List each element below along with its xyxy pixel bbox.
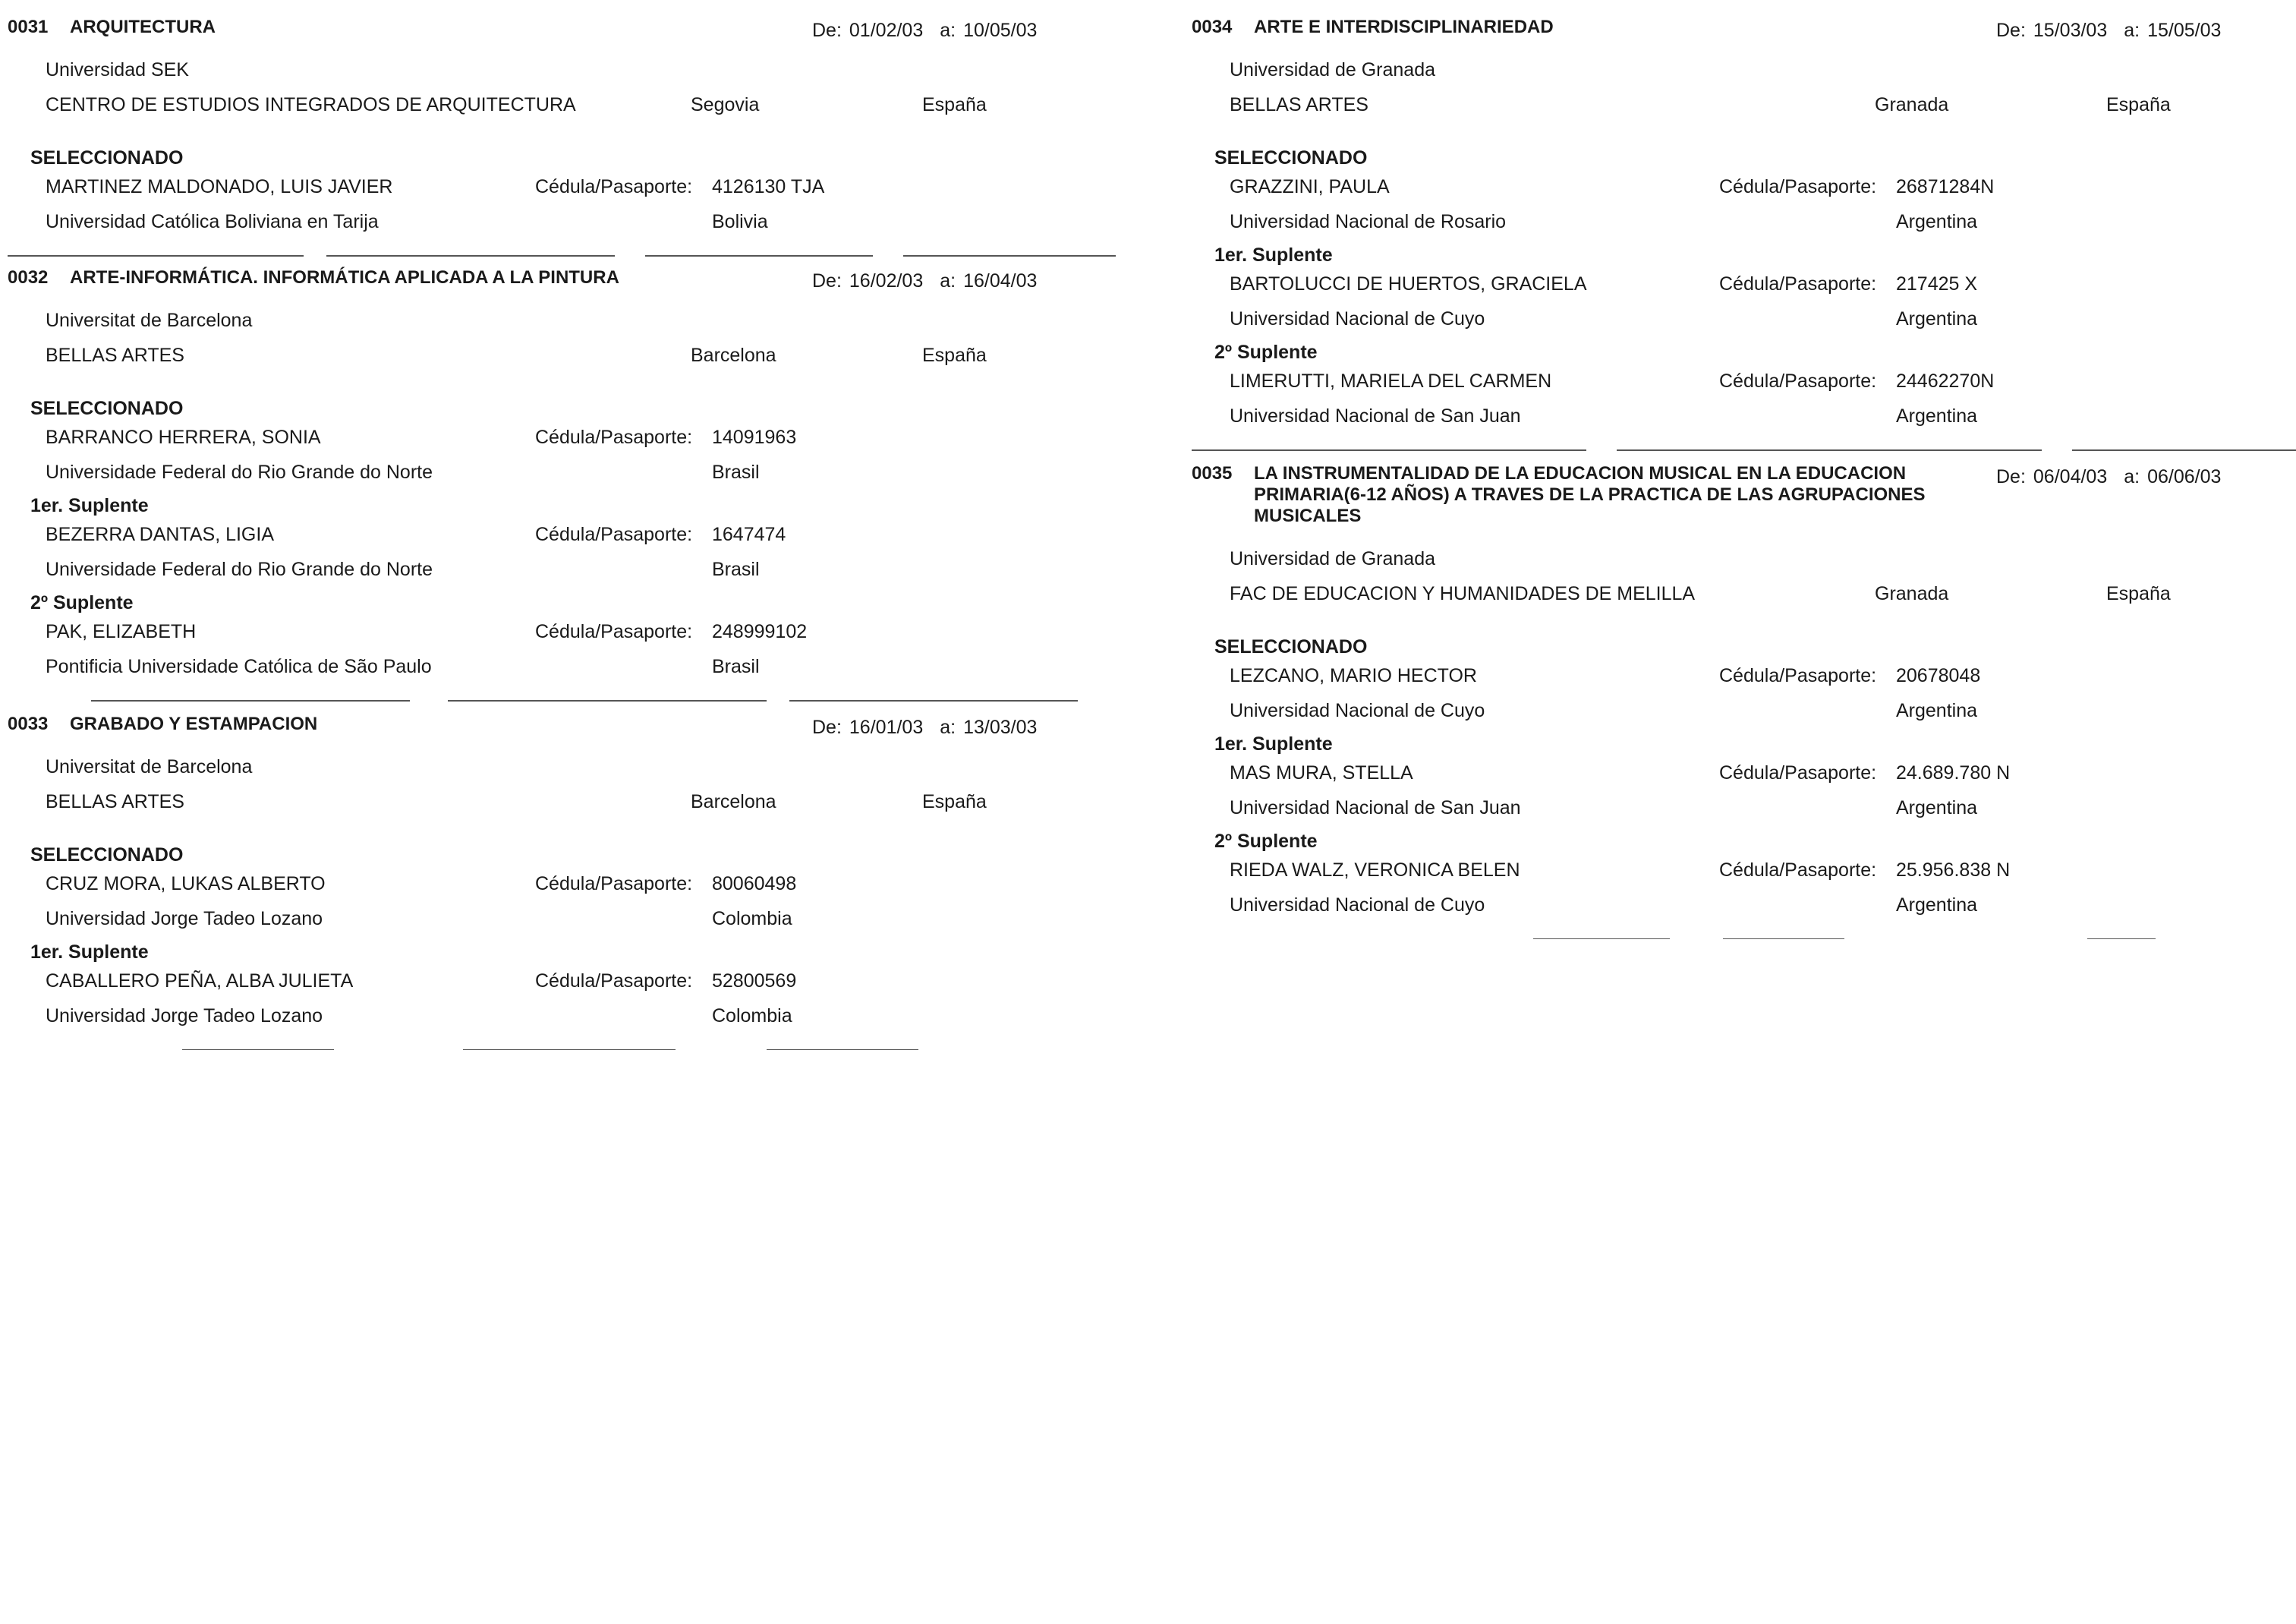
candidate-row (1192, 363, 2296, 398)
program-dates: De: 16/01/03 a: 13/03/03 (812, 717, 1038, 738)
candidate-row (8, 419, 1116, 454)
host-faculty: BELLAS ARTES (1230, 94, 1368, 115)
program-header (1192, 463, 2296, 533)
host-faculty: BELLAS ARTES (46, 791, 184, 812)
program-code: 0031 (8, 17, 49, 37)
program-dates: De: 15/03/03 a: 15/05/03 (1996, 20, 2222, 41)
separator-rule (8, 1046, 1116, 1054)
host-country: España (922, 791, 987, 812)
program-dates: De: 06/04/03 a: 06/06/03 (1996, 466, 2222, 487)
candidate-country: Argentina (1896, 700, 1978, 721)
candidate-university: Universidad Nacional de Cuyo (1230, 308, 1485, 330)
candidate-passport: 217425 X (1896, 273, 1978, 295)
candidate-name: MAS MURA, STELLA (1230, 762, 1413, 784)
candidate-university: Universidad Nacional de San Juan (1230, 797, 1521, 818)
candidate-passport: 26871284N (1896, 176, 1995, 197)
candidate-country: Argentina (1896, 211, 1978, 232)
host-city: Granada (1875, 94, 1949, 115)
candidate-passport: 24462270N (1896, 371, 1995, 392)
candidate-country: Argentina (1896, 797, 1978, 818)
cedula-label: Cédula/Pasaporte: (1719, 762, 1877, 784)
program-title: GRABADO Y ESTAMPACION (70, 714, 318, 734)
candidate-name: BEZERRA DANTAS, LIGIA (46, 524, 275, 545)
program-header (8, 17, 1116, 44)
role-seleccionado: SELECCIONADO (30, 844, 184, 866)
candidate-university: Universidade Federal do Rio Grande do Norte (46, 462, 433, 483)
host-city: Barcelona (691, 791, 776, 812)
program-code: 0032 (8, 267, 49, 288)
role-seleccionado: SELECCIONADO (30, 147, 184, 169)
host-country: España (2106, 583, 2171, 604)
program-title: ARTE-INFORMÁTICA. INFORMÁTICA APLICADA A LA PINTURA (70, 267, 619, 288)
candidate-name: BARTOLUCCI DE HUERTOS, GRACIELA (1230, 273, 1587, 295)
candidate-passport: 248999102 (712, 621, 808, 642)
candidate-row (1192, 266, 2296, 301)
role-seleccionado: SELECCIONADO (1214, 636, 1368, 657)
candidate-name: GRAZZINI, PAULA (1230, 176, 1390, 197)
program-0032 (8, 267, 1116, 683)
date-from: 01/02/03 (849, 20, 924, 41)
role-seleccionado: SELECCIONADO (30, 398, 184, 419)
candidate-row (8, 169, 1116, 203)
candidate-passport: 80060498 (712, 873, 797, 894)
role-suplente-2: 2º Suplente (1214, 831, 1318, 852)
candidate-passport: 14091963 (712, 427, 797, 448)
date-from: 16/01/03 (849, 717, 924, 738)
candidate-university: Universidad Jorge Tadeo Lozano (46, 1005, 323, 1026)
candidate-name: BARRANCO HERRERA, SONIA (46, 427, 321, 448)
candidate-row (1192, 169, 2296, 203)
program-code: 0035 (1192, 463, 1233, 484)
cedula-label: Cédula/Pasaporte: (1719, 176, 1877, 197)
candidate-country: Argentina (1896, 894, 1978, 916)
cedula-label: Cédula/Pasaporte: (535, 621, 693, 642)
candidate-passport: 24.689.780 N (1896, 762, 2011, 784)
left-column (8, 0, 1116, 1054)
candidate-row (1192, 755, 2296, 790)
host-university: Universidad de Granada (1230, 59, 1435, 80)
candidate-country: Brasil (712, 559, 760, 580)
cedula-label: Cédula/Pasaporte: (1719, 859, 1877, 881)
candidate-name: CRUZ MORA, LUKAS ALBERTO (46, 873, 326, 894)
candidate-country: Colombia (712, 908, 792, 929)
date-from: 15/03/03 (2033, 20, 2108, 41)
host-city: Barcelona (691, 345, 776, 366)
date-from: 16/02/03 (849, 270, 924, 292)
program-header (8, 714, 1116, 741)
host-country: España (2106, 94, 2171, 115)
candidate-name: PAK, ELIZABETH (46, 621, 197, 642)
program-header (1192, 17, 2296, 44)
cedula-label: Cédula/Pasaporte: (1719, 273, 1877, 295)
program-dates: De: 01/02/03 a: 10/05/03 (812, 20, 1038, 41)
host-university: Universitat de Barcelona (46, 310, 253, 331)
program-code: 0033 (8, 714, 49, 734)
role-suplente-1: 1er. Suplente (1214, 244, 1333, 266)
separator-rule (8, 252, 1116, 260)
candidate-name: RIEDA WALZ, VERONICA BELEN (1230, 859, 1520, 881)
candidate-country: Argentina (1896, 405, 1978, 427)
host-country: España (922, 94, 987, 115)
candidate-passport: 4126130 TJA (712, 176, 825, 197)
date-to: 15/05/03 (2147, 20, 2222, 41)
cedula-label: Cédula/Pasaporte: (535, 427, 693, 448)
program-dates: De: 16/02/03 a: 16/04/03 (812, 270, 1038, 292)
candidate-university: Universidad Nacional de Cuyo (1230, 700, 1485, 721)
cedula-label: Cédula/Pasaporte: (535, 873, 693, 894)
candidate-name: MARTINEZ MALDONADO, LUIS JAVIER (46, 176, 393, 197)
candidate-name: LIMERUTTI, MARIELA DEL CARMEN (1230, 371, 1552, 392)
program-header (8, 267, 1116, 295)
candidate-passport: 20678048 (1896, 665, 1981, 686)
date-from: 06/04/03 (2033, 466, 2108, 487)
program-title: ARQUITECTURA (70, 17, 216, 37)
host-faculty: CENTRO DE ESTUDIOS INTEGRADOS DE ARQUITECTURA (46, 94, 576, 115)
candidate-university: Universidad Católica Boliviana en Tarija (46, 211, 379, 232)
program-0034 (1192, 17, 2296, 433)
candidate-country: Colombia (712, 1005, 792, 1026)
host-faculty: BELLAS ARTES (46, 345, 184, 366)
program-title: LA INSTRUMENTALIDAD DE LA EDUCACION MUSICAL EN LA EDUCACION PRIMARIA(6-12 AÑOS) A TRAVES DE LA PRACTICA DE LAS AGRUPACIONES MUSICALES (1254, 463, 1926, 526)
cedula-label: Cédula/Pasaporte: (535, 176, 693, 197)
separator-rule (8, 697, 1116, 705)
date-to: 06/06/03 (2147, 466, 2222, 487)
role-suplente-1: 1er. Suplente (30, 941, 149, 963)
candidate-row (8, 516, 1116, 551)
role-suplente-2: 2º Suplente (30, 592, 134, 613)
candidate-country: Brasil (712, 462, 760, 483)
program-0033 (8, 714, 1116, 1033)
cedula-label: Cédula/Pasaporte: (535, 970, 693, 992)
candidate-country: Bolivia (712, 211, 768, 232)
candidate-row (8, 963, 1116, 998)
host-university: Universidad SEK (46, 59, 189, 80)
cedula-label: Cédula/Pasaporte: (1719, 371, 1877, 392)
candidate-university: Universidad Nacional de Cuyo (1230, 894, 1485, 916)
program-code: 0034 (1192, 17, 1233, 37)
candidate-passport: 52800569 (712, 970, 797, 992)
candidate-university: Universidade Federal do Rio Grande do Norte (46, 559, 433, 580)
candidate-row (1192, 657, 2296, 692)
right-column (1192, 0, 2296, 943)
candidate-country: Argentina (1896, 308, 1978, 330)
host-country: España (922, 345, 987, 366)
cedula-label: Cédula/Pasaporte: (535, 524, 693, 545)
date-to: 13/03/03 (963, 717, 1038, 738)
separator-rule (1192, 935, 2296, 943)
candidate-university: Pontificia Universidade Católica de São Paulo (46, 656, 432, 677)
role-seleccionado: SELECCIONADO (1214, 147, 1368, 169)
candidate-university: Universidad Nacional de San Juan (1230, 405, 1521, 427)
program-0031 (8, 17, 1116, 238)
program-0035 (1192, 463, 2296, 922)
host-faculty: FAC DE EDUCACION Y HUMANIDADES DE MELILLA (1230, 583, 1696, 604)
candidate-country: Brasil (712, 656, 760, 677)
date-to: 10/05/03 (963, 20, 1038, 41)
role-suplente-1: 1er. Suplente (1214, 733, 1333, 755)
host-city: Segovia (691, 94, 760, 115)
candidate-row (8, 613, 1116, 648)
host-city: Granada (1875, 583, 1949, 604)
candidate-name: LEZCANO, MARIO HECTOR (1230, 665, 1477, 686)
candidate-university: Universidad Jorge Tadeo Lozano (46, 908, 323, 929)
host-university: Universidad de Granada (1230, 548, 1435, 569)
program-title: ARTE E INTERDISCIPLINARIEDAD (1254, 17, 1554, 37)
candidate-university: Universidad Nacional de Rosario (1230, 211, 1507, 232)
candidate-passport: 1647474 (712, 524, 786, 545)
separator-rule (1192, 446, 2296, 454)
candidate-row (1192, 852, 2296, 887)
role-suplente-2: 2º Suplente (1214, 342, 1318, 363)
cedula-label: Cédula/Pasaporte: (1719, 665, 1877, 686)
host-university: Universitat de Barcelona (46, 756, 253, 777)
candidate-name: CABALLERO PEÑA, ALBA JULIETA (46, 970, 354, 992)
candidate-passport: 25.956.838 N (1896, 859, 2011, 881)
candidate-row (8, 866, 1116, 900)
date-to: 16/04/03 (963, 270, 1038, 292)
role-suplente-1: 1er. Suplente (30, 495, 149, 516)
